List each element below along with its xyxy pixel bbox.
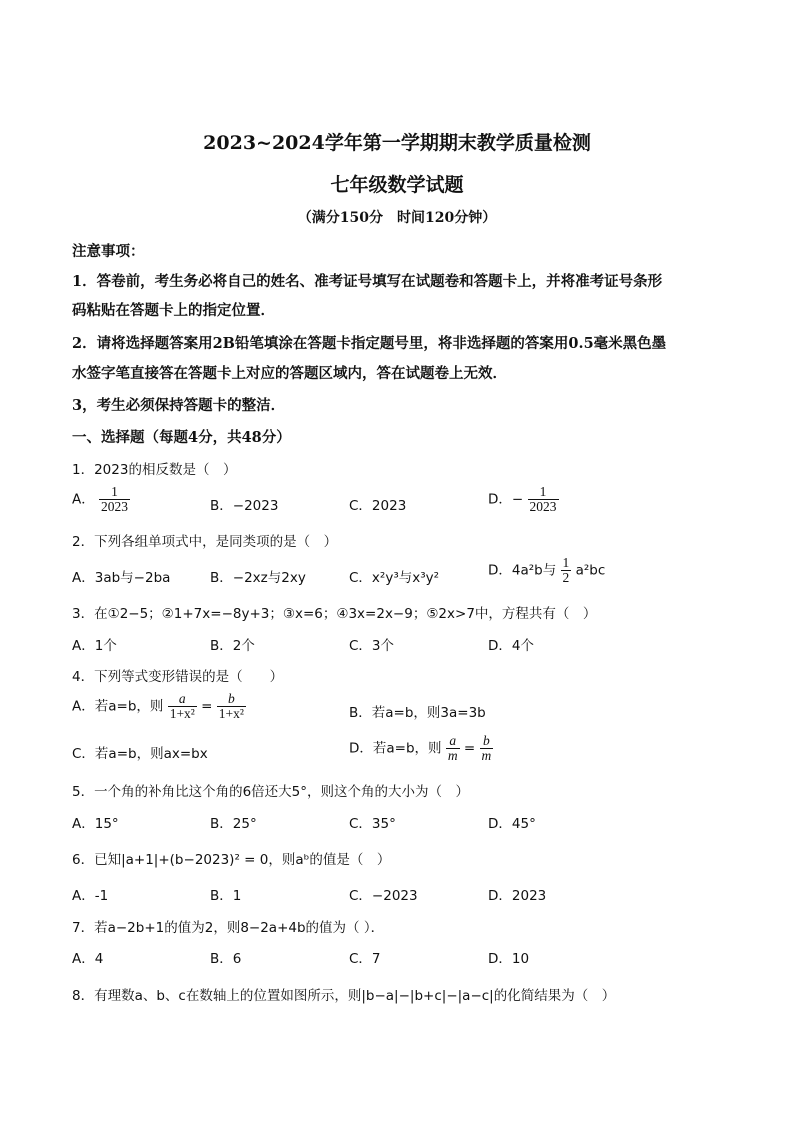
- denominator: 1+x²: [218, 706, 244, 722]
- question-4-stem: 4．下列等式变形错误的是（ ）: [72, 669, 284, 685]
- note-1-line-1: 1．答卷前，考生务必将自己的姓名、准考证号填写在试题卷和答题卡上，并将准考证号条形: [72, 273, 663, 290]
- notes-heading: 注意事项：: [72, 243, 145, 260]
- numerator: b: [217, 692, 246, 707]
- question-3-option-a: A．1个: [72, 638, 117, 654]
- question-3-stem: 3．在①2−5；②1+7x=−8y+3；③x=6；④3x=2x−9；⑤2x>7中，方程共有（ ）: [72, 606, 597, 622]
- question-1-stem: 1．2023的相反数是（ ）: [72, 462, 237, 478]
- denominator: 2023: [529, 499, 557, 515]
- question-5-stem: 5．一个角的补角比这个角的6倍还大5°，则这个角的大小为（ ）: [72, 784, 470, 800]
- question-6-option-d: D．2023: [488, 888, 547, 904]
- option-a-label: A．: [72, 491, 95, 508]
- question-1-option-d: [488, 485, 559, 514]
- numerator: 1: [562, 555, 570, 570]
- question-5-option-a: A．15°: [72, 816, 119, 832]
- equals-sign: =: [201, 698, 213, 715]
- fraction: [446, 734, 460, 763]
- question-1-option-a: [72, 485, 130, 514]
- question-7-option-b: B．6: [210, 951, 242, 967]
- question-7-option-c: C．7: [349, 951, 381, 967]
- question-3-option-d: D．4个: [488, 638, 534, 654]
- question-8-stem: 8．有理数a、b、c在数轴上的位置如图所示，则|b−a|−|b+c|−|a−c|的化简结果为（ ）: [72, 988, 616, 1004]
- question-6-stem: 6．已知|a+1|+(b−2023)² = 0，则aᵇ的值是（ ）: [72, 852, 391, 868]
- question-2-option-a: A．3ab与−2ba: [72, 570, 171, 586]
- option-a-prefix: A．若a=b，则: [72, 698, 164, 715]
- numerator: 1: [528, 485, 559, 500]
- numerator: a: [446, 734, 460, 749]
- numerator: 1: [99, 485, 130, 500]
- question-6-option-c: C．−2023: [349, 888, 418, 904]
- section-title: 一、选择题（每题4分，共48分）: [72, 429, 291, 446]
- option-d-label: D．−: [488, 491, 524, 508]
- denominator: 2: [562, 570, 570, 586]
- denominator: m: [481, 748, 492, 764]
- score-info: （满分150分 时间120分钟）: [297, 210, 497, 226]
- note-3: 3，考生必须保持答题卡的整洁．: [72, 397, 286, 414]
- question-6-option-b: B．1: [210, 888, 242, 904]
- question-4-option-c: C．若a=b，则ax=bx: [72, 746, 208, 762]
- fraction: [99, 485, 130, 514]
- note-2-line-1: 2．请将选择题答案用2B铅笔填涂在答题卡指定题号里，将非选择题的答案用0.5毫米黑色墨: [72, 335, 667, 352]
- question-7-stem: 7．若a−2b+1的值为2，则8−2a+4b的值为（ ）．: [72, 920, 385, 936]
- option-d-prefix: D．若a=b，则: [349, 740, 442, 757]
- fraction: [480, 734, 494, 763]
- fraction: [528, 485, 559, 514]
- question-1-option-b: B．−2023: [210, 498, 279, 514]
- question-3-option-b: B．2个: [210, 638, 255, 654]
- denominator: 2023: [101, 499, 129, 515]
- question-5-option-d: D．45°: [488, 816, 536, 832]
- question-2-option-d: [488, 556, 605, 585]
- option-d-prefix: D．4a²b与: [488, 562, 557, 579]
- question-4-option-a: [72, 692, 246, 721]
- question-6-option-a: A．-1: [72, 888, 109, 904]
- question-1-option-c: C．2023: [349, 498, 407, 514]
- question-2-option-b: B．−2xz与2xy: [210, 570, 306, 586]
- question-7-option-a: A．4: [72, 951, 104, 967]
- denominator: m: [447, 748, 458, 764]
- exam-title: 2023~2024学年第一学期期末教学质量检测: [203, 132, 591, 154]
- denominator: 1+x²: [169, 706, 195, 722]
- note-1-line-2: 码粘贴在答题卡上的指定位置．: [72, 302, 275, 319]
- question-7-option-d: D．10: [488, 951, 530, 967]
- question-2-option-c: C．x²y³与x³y²: [349, 570, 440, 586]
- option-d-suffix: a²bc: [575, 562, 606, 579]
- question-2-stem: 2．下列各组单项式中，是同类项的是（ ）: [72, 534, 338, 550]
- fraction: [168, 692, 197, 721]
- exam-subtitle: 七年级数学试题: [330, 174, 464, 196]
- fraction: [561, 556, 572, 585]
- fraction: [217, 692, 246, 721]
- question-4-option-d: [349, 734, 493, 763]
- equals-sign: =: [463, 740, 476, 757]
- question-5-option-c: C．35°: [349, 816, 396, 832]
- question-4-option-b: B．若a=b，则3a=3b: [349, 705, 486, 721]
- numerator: b: [480, 734, 494, 749]
- note-2-line-2: 水签字笔直接答在答题卡上对应的答题区域内，答在试题卷上无效．: [72, 365, 507, 382]
- numerator: a: [168, 692, 197, 707]
- question-3-option-c: C．3个: [349, 638, 395, 654]
- question-5-option-b: B．25°: [210, 816, 257, 832]
